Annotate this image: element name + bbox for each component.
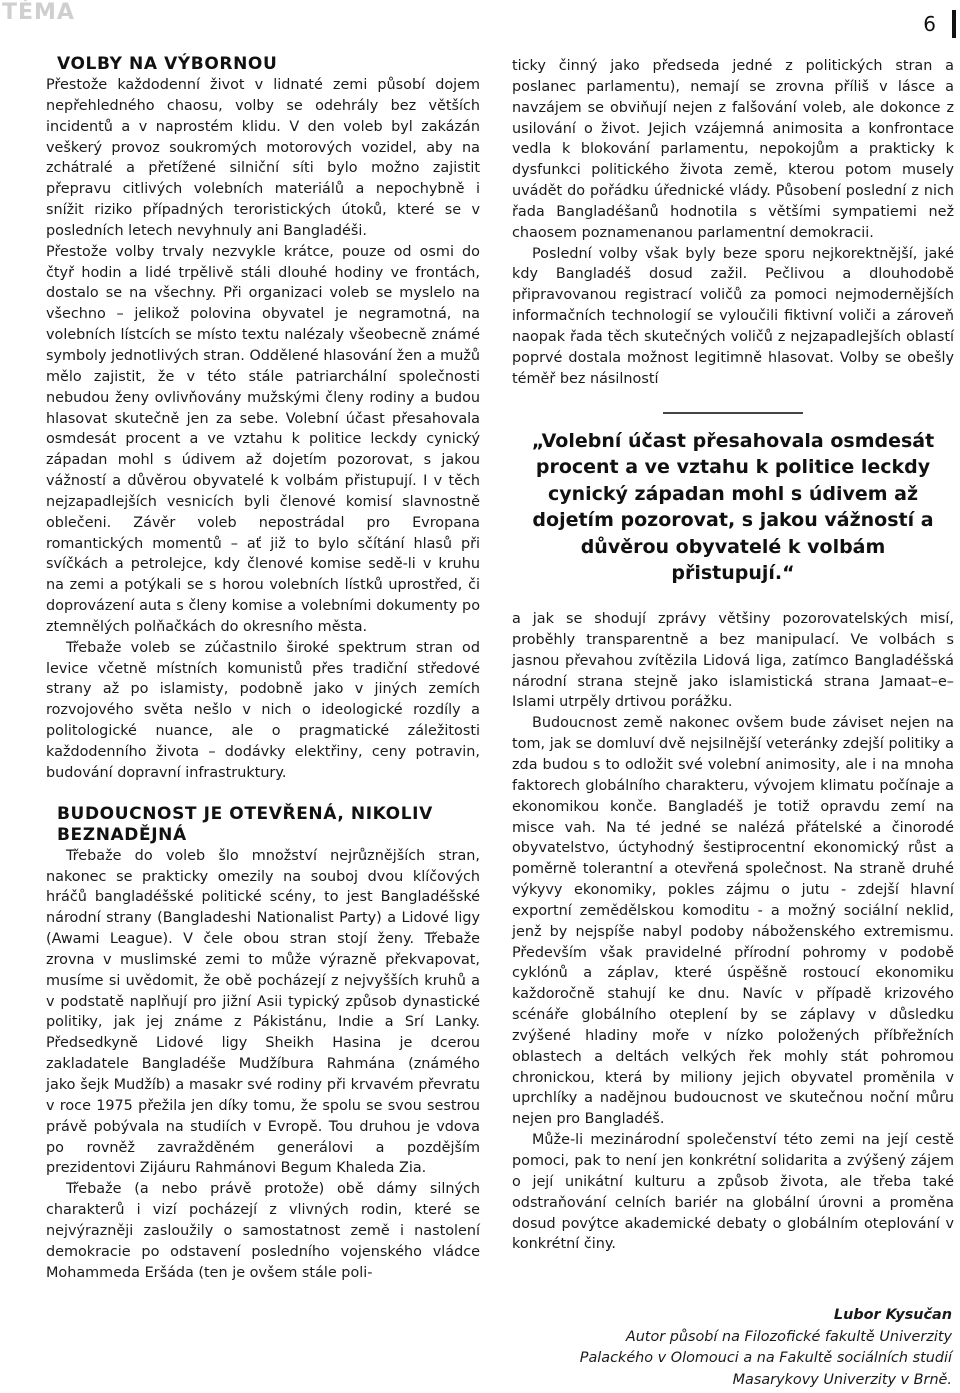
- paragraph: ticky činný jako předseda jedné z politických stran a poslanec parlamentu), nemají se zrovna příliš v lásce a navzájem se obviňují nejen z falšování voleb, ale dokonce z usilování o život. Jejich vzájemná animosita a konfrontace vedla k blokování parlamentu, nepokojům a prakticky k dysfunkci politického života země, kterou potom musely uvádět do pořádku úřednické vlády. Působení poslední z nich řada Bangladéšanů hodnotila s většími sympatiemi než chaosem poznamenanou parlamentní demokracii.: [512, 58, 954, 241]
- page-number: 6: [923, 12, 936, 36]
- left-column: [46, 54, 480, 1283]
- pull-quote-block: [512, 412, 954, 588]
- paragraph: Přestože volby trvaly nezvykle krátce, pouze od osmi do čtyř hodin a lidé trpělivě stáli dlouhé hodiny ve frontách, dostalo se na všechny. Při organizaci voleb se myslelo na všechno – jelikož polovina obyvatel je negramotná, na volebních lístcích se místo textu nalézaly všeobecně známé symboly jednotlivých stran. Oddělené hlasování žen a mužů mělo zajistit, že v této stále patriarchální společnosti nebudou ženy ovlivňovány mužskými členy rodiny a budou hlasovat skutečně jen za sebe. Volební účast přesahovala osmdesát procent a ve vztahu k politice leckdy cynický západan mohl s údivem až dojetím pozorovat, s jakou vážností a důvěrou obyvatelé k volbám přistupují. I v těch nejzapadlejších vesnicích byli členové komisí slavnostně oblečeni. Závěr voleb nepostrádal pro Evropana romantických momentů – ať již to bylo sčítání hlasů při svíčkách a petrolejce, kdy členové komise sedě-li v kruhu na zemi a potýkali se s horou volebních lístků uprostřed, či doprovázení auta s členy komise a volebními dokumenty po ztemnělých polňačkách do okresního města.: [46, 243, 480, 635]
- section-heading-elections: VOLBY NA VÝBORNOU: [57, 54, 278, 74]
- author-affiliation: Masarykovy Univerzity v Brně.: [732, 1371, 952, 1388]
- right-column: [512, 56, 954, 1255]
- author-affiliation: Palackého v Olomouci a na Fakultě sociálních studií: [579, 1350, 952, 1366]
- author-affiliation: Autor působí na Filozofické fakultě Univerzity: [625, 1328, 952, 1345]
- section-label: TÉMA: [2, 0, 75, 25]
- paragraph: a jak se shodují zprávy většiny pozorovatelských misí, proběhly transparentně a bez manipulací. Ve volbách s jasnou převahou zvítězila Lidová liga, zatímco Bangladéšská národní strana stejně jako islamistická strana Jamaat–e–Islami utrpěly drtivou porážku.: [512, 611, 954, 711]
- paragraph: Třebaže (a nebo právě protože) obě dámy silných charakterů i vizí pocházejí z vlivných rodin, které se nejvýrazněji zasloužily o samostatnost země i nastolení demokracie po odstavení posledního vojenského vládce Mohammeda Eršáda (ten je ovšem stále poli-: [46, 1181, 480, 1281]
- paragraph: Třebaže do voleb šlo množství nejrůznějších stran, nakonec se prakticky omezily na souboj dvou klíčových hráčů bangladéšské politické scény, to jest Bangladéšské národní strany (Bangladeshi Nationalist Party) a Lidové ligy (Awami League). V čele obou stran stojí ženy. Třebaže zrovna v muslimské zemi to může výrazně překvapovat, musíme si uvědomit, že obě pocházejí z nejvyšších kruhů a v podstatě naplňují pro jižní Asii typický způsob dynastické politiky, jak jej známe z Pákistánu, Indie a Srí Lanky. Předsedkyně Lidové ligy Sheikh Hasina je dcerou zakladatele Bangladéše Mudžíbura Rahmána (známého jako šejk Mudžíb) a masakr své rodiny při krvavém převratu v roce 1975 přežila jen díky tomu, že spolu se svou sestrou právě pobývala na studiích v Evropě. Tou druhou je vdova po rovněž zavražděném generálovi a pozdějším prezidentovi Zijáuru Rahmánovi Begum Khaleda Zia.: [46, 847, 480, 1177]
- page-number-bar: [952, 10, 956, 38]
- paragraph: Poslední volby však byly beze sporu nejkorektnější, jaké kdy Bangladéš dosud zažil. Pečlivou a dlouhodobě připravovanou registrací voličů za pomoci nejmodernějších informačních technologií se vyloučili fiktivní voliči a zároveň naopak řada těch skutečných voličů z nejzapadlejších oblastí poprvé dostala možnost legitimně hlasovat. Volby se obešly téměř bez násilností: [512, 245, 954, 387]
- paragraph: Budoucnost země nakonec ovšem bude záviset nejen na tom, jak se domluví dvě nejsilnější veteránky zdejší politiky a zda budou s to odložit své volební animosity, ale i na mnoha faktorech globálního charakteru, vývojem klimatu počínaje a ekonomikou konče. Bangladéš je totiž opravdu zemí na misce vah. Na té jedné se nalézá přátelské a činorodé obyvatelstvo, úctyhodný šestiprocentní ekonomický růst a poměrně tolerantní a otevřená společnost. Na straně druhé výkyvy ekonomiky, pokles zájmu o jutu - zdejší hlavní exportní zemědělskou komoditu - a možný sociální neklid, jenž by nejspíše nabyl podoby náboženského extremismu. Především však pravidelné přírodní pohromy v podobě cyklónů a záplav, které úspěšně rostoucí ekonomiku každoročně stahují ke dnu. Navíc v případě krizového scénáře globálního oteplení by se záplavy v důsledku zvýšené hladiny moře v nízko položených příbřežních oblastech a deltách velkých řek mohly stát pohromou chronickou, která by miliony jejich obyvatel proměnila v uprchlíky a nadějnou budoucnost ve skutečnou noční můru nejen pro Bangladéš.: [512, 715, 954, 1128]
- paragraph: Může-li mezinárodní společenství této zemi na její cestě pomoci, pak to není jen konkrétní solidarita a zvýšený zájem o její unikátní kulturu a způsob života, ale třeba také odstraňování celních bariér na globální úrovni a proměna dosud povýtce akademické debaty o globálním oteplování v konkrétní činy.: [512, 1132, 954, 1253]
- author-name: Lubor Kysučan: [833, 1307, 952, 1323]
- pull-quote-rule: [663, 412, 803, 414]
- pull-quote: „Volební účast přesahovala osmdesát procent a ve vztahu k politice leckdy cynický západan mohl s údivem až dojetím pozorovat, s jakou vážností a důvěrou obyvatelé k volbám přistupují.“: [531, 429, 935, 585]
- paragraph: Přestože každodenní život v lidnaté zemi působí dojem nepřehledného chaosu, volby se odehrály bez větších incidentů a v naprostém klidu. V den voleb byl zakázán veškerý provoz soukromých motorových vozidel, aby na zchátralé a přetížené silniční síti bylo možno zajistit přepravu citlivých volebních materiálů a nepochybně i snížit riziko případných teroristických útoků, které se v posledních letech nevyhnuly ani Bangladéši.: [46, 77, 480, 239]
- paragraph: Třebaže voleb se zúčastnilo široké spektrum stran od levice včetně místních komunistů přes tradiční středové strany až po islamisty, podobně jako v jiných zemích rozvojového světa nešlo v nich o ideologické rozdíly a politologické nuance, ale o pragmatické záležitosti každodenního života – dodávky elektřiny, ceny potravin, budování dopravní infrastruktury.: [46, 639, 480, 781]
- section-heading-future: BUDOUCNOST JE OTEVŘENÁ, NIKOLIV BEZNADĚJNÁ: [57, 803, 433, 845]
- author-block: [512, 1305, 952, 1391]
